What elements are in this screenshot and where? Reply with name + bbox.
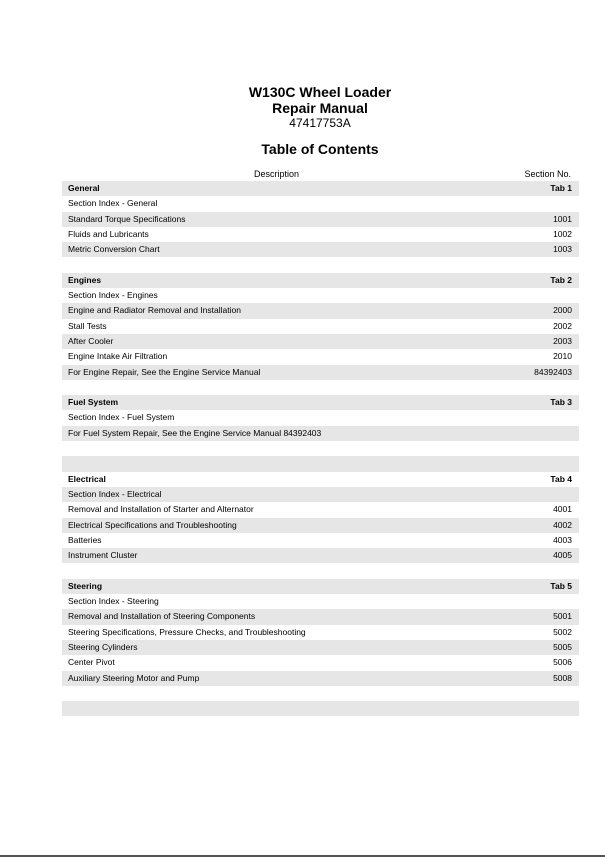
toc-spacer-row: [62, 257, 579, 272]
toc-section-header: [62, 579, 579, 594]
toc-spacer-row: [62, 456, 579, 471]
toc-row-description: Center Pivot: [68, 657, 115, 668]
toc-row-description: Engine and Radiator Removal and Installation: [68, 305, 241, 316]
toc-row: [62, 502, 579, 517]
toc-row: [62, 609, 579, 624]
toc-row-description: Fluids and Lubricants: [68, 228, 149, 239]
toc-row-section-number: 4002: [553, 519, 572, 530]
toc-section-header: [62, 395, 579, 410]
toc-row: [62, 349, 579, 364]
toc-row-description: Section Index - Engines: [68, 290, 158, 301]
toc-row: [62, 594, 579, 609]
toc-row-section-number: 5008: [553, 672, 572, 683]
toc-row-description: For Engine Repair, See the Engine Service Manual: [68, 366, 261, 377]
toc-row-description: Engine Intake Air Filtration: [68, 351, 168, 362]
toc-row: [62, 212, 579, 227]
toc-row-section-number: 5005: [553, 641, 572, 652]
toc-row: [62, 410, 579, 425]
toc-row-description: Section Index - Steering: [68, 596, 159, 607]
toc-table: [62, 181, 579, 716]
toc-row-description: For Fuel System Repair, See the Engine Service Manual 84392403: [68, 427, 322, 438]
toc-row-description: Metric Conversion Chart: [68, 244, 160, 255]
toc-row: [62, 334, 579, 349]
toc-spacer-row: [62, 563, 579, 578]
toc-row-section-number: Tab 4: [550, 473, 572, 484]
toc-row-section-number: Tab 1: [550, 183, 572, 193]
toc-spacer-row: [62, 701, 579, 716]
toc-row-description: Batteries: [68, 534, 102, 545]
toc-spacer-row: [62, 380, 579, 395]
toc-row-description: Steering Specifications, Pressure Checks, and Troubleshooting: [68, 626, 306, 637]
toc-row: [62, 426, 579, 441]
toc-row-section-number: 1001: [553, 213, 572, 224]
toc-row: [62, 625, 579, 640]
toc-row-section-number: Tab 5: [550, 580, 572, 591]
toc-row: [62, 319, 579, 334]
toc-row-section-number: 2003: [553, 335, 572, 346]
toc-row-section-number: 1002: [553, 228, 572, 239]
toc-row: [62, 671, 579, 686]
toc-spacer-row: [62, 686, 579, 701]
toc-row-description: Section Index - Electrical: [68, 488, 162, 499]
toc-section-header: [62, 273, 579, 288]
toc-row: [62, 533, 579, 548]
toc-row-section-number: 4005: [553, 550, 572, 561]
part-number: 47417753A: [289, 116, 351, 130]
toc-row-description: General: [68, 183, 100, 193]
toc-row: [62, 303, 579, 318]
toc-title: Table of Contents: [261, 141, 379, 157]
toc-row: [62, 365, 579, 380]
toc-row-section-number: Tab 2: [550, 274, 572, 285]
toc-section-header: [62, 472, 579, 487]
toc-row-section-number: 5002: [553, 626, 572, 637]
toc-row-description: Electrical: [68, 473, 106, 484]
toc-row-section-number: 4003: [553, 534, 572, 545]
toc-row-description: Removal and Installation of Steering Components: [68, 611, 256, 622]
toc-row-section-number: 2010: [553, 351, 572, 362]
toc-section-header: [62, 181, 579, 196]
toc-row-section-number: 2000: [553, 305, 572, 316]
toc-row-description: Engines: [68, 274, 102, 285]
bottom-rule: [0, 855, 605, 857]
toc-row-description: Electrical Specifications and Troubleshooting: [68, 519, 237, 530]
title-block: [0, 84, 605, 131]
column-header-section-no: Section No.: [524, 169, 571, 179]
toc-row: [62, 288, 579, 303]
toc-row: [62, 518, 579, 533]
toc-row: [62, 196, 579, 211]
toc-row-description: Removal and Installation of Starter and Alternator: [68, 504, 254, 515]
toc-row-description: Fuel System: [68, 397, 119, 408]
toc-row-description: Section Index - General: [68, 198, 158, 209]
toc-row: [62, 242, 579, 257]
document-subtitle: Repair Manual: [272, 100, 368, 116]
toc-row-description: Section Index - Fuel System: [68, 412, 175, 423]
document-title: W130C Wheel Loader: [248, 84, 392, 100]
toc-row-description: Steering: [68, 580, 103, 591]
toc-row: [62, 487, 579, 502]
toc-row: [62, 640, 579, 655]
toc-row: [62, 548, 579, 563]
toc-row-section-number: 84392403: [534, 366, 572, 377]
toc-row-section-number: 1003: [553, 244, 572, 255]
toc-row-description: Stall Tests: [68, 320, 107, 331]
toc-row-section-number: 4001: [553, 504, 572, 515]
toc-row-description: Instrument Cluster: [68, 550, 138, 561]
column-header-description: Description: [254, 169, 300, 179]
toc-spacer-row: [62, 441, 579, 456]
toc-row-description: Steering Cylinders: [68, 641, 138, 652]
toc-column-headers: [62, 169, 579, 181]
toc-row-section-number: 5001: [553, 611, 572, 622]
toc-row-description: Standard Torque Specifications: [68, 213, 186, 224]
toc-row-section-number: Tab 3: [550, 397, 572, 408]
toc-row: [62, 655, 579, 670]
toc-row-section-number: 5006: [553, 657, 572, 668]
toc-row-description: Auxiliary Steering Motor and Pump: [68, 672, 200, 683]
toc-row-description: After Cooler: [68, 335, 114, 346]
toc-row-section-number: 2002: [553, 320, 572, 331]
toc-row: [62, 227, 579, 242]
